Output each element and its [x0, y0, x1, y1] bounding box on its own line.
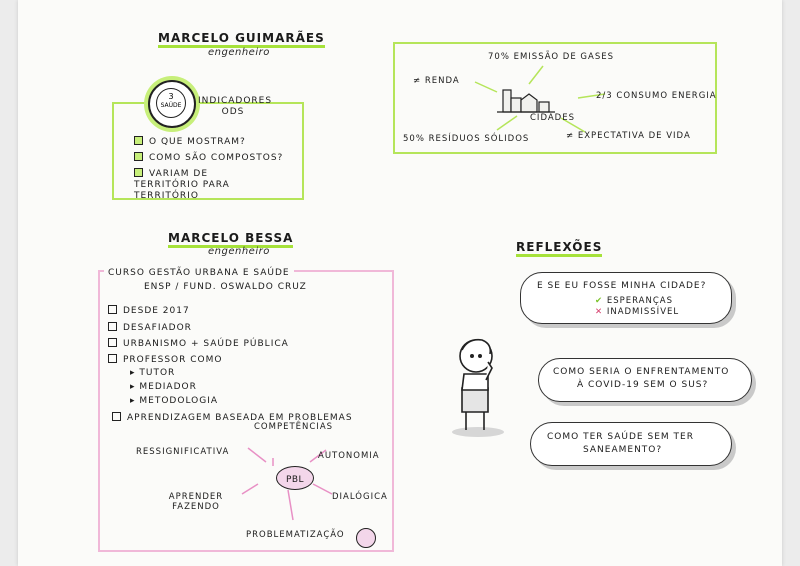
sub-item: ▸ METODOLOGIA	[130, 396, 219, 406]
pbl-ressignificativa: RESSIGNIFICATIVA	[136, 447, 230, 457]
sdg3-logo-icon	[148, 80, 196, 128]
list-item: O QUE MOSTRAM?	[134, 136, 246, 148]
list-item: DESAFIADOR	[108, 322, 192, 334]
course-institution: ENSP / FUND. OSWALDO CRUZ	[144, 282, 307, 292]
stat-expectativa: ≠ EXPECTATIVA DE VIDA	[566, 131, 691, 141]
indicators-title: INDICADORES ODS	[198, 96, 273, 117]
course-title: CURSO GESTÃO URBANA E SAÚDE	[104, 268, 294, 279]
reflexoes-title: REFLEXÕES	[516, 240, 602, 257]
arrow	[248, 448, 266, 462]
pbl-aprender: APRENDER FAZENDO	[168, 492, 224, 512]
pbl-center: PBL	[276, 466, 314, 490]
stat-residuos: 50% RESÍDUOS SÓLIDOS	[403, 134, 530, 144]
city-label: CIDADES	[530, 113, 575, 123]
paper-sheet	[18, 0, 782, 566]
speaker2-role: engenheiro	[208, 246, 270, 257]
thinking-person-icon	[438, 332, 518, 442]
sdg-number: 3	[168, 92, 174, 101]
list-item: URBANISMO + SAÚDE PÚBLICA	[108, 338, 289, 350]
pbl-autonomia: AUTONOMIA	[318, 451, 380, 461]
speaker1-role: engenheiro	[208, 47, 270, 58]
list-item: COMO SÃO COMPOSTOS?	[134, 152, 283, 164]
arrow	[313, 484, 332, 494]
list-item: DESDE 2017	[108, 305, 190, 317]
list-item: PROFESSOR COMO	[108, 354, 222, 366]
stat-consumo: 2/3 CONSUMO ENERGIA	[596, 91, 717, 101]
speech-bubble: COMO TER SAÚDE SEM TER SANEAMENTO?	[530, 422, 732, 466]
sub-item: ▸ MEDIADOR	[130, 382, 197, 392]
speaker1-name: MARCELO GUIMARÃES	[158, 31, 325, 48]
list-item: APRENDIZAGEM BASEADA EM PROBLEMAS	[112, 412, 353, 424]
stat-emissao: 70% EMISSÃO DE GASES	[488, 52, 614, 62]
speaker2-name: MARCELO BESSA	[168, 231, 293, 248]
sdg-label: SAÚDE	[160, 102, 182, 109]
ribbon-icon	[356, 528, 376, 548]
pbl-problematizacao: PROBLEMATIZAÇÃO	[246, 530, 345, 540]
stat-renda: ≠ RENDA	[413, 76, 460, 86]
speech-bubble: COMO SERIA O ENFRENTAMENTO À COVID-19 SEM O SUS?	[538, 358, 752, 402]
pbl-dialogica: DIALÓGICA	[332, 492, 388, 502]
city-icon	[497, 90, 555, 112]
sub-item: ▸ TUTOR	[130, 368, 176, 378]
speech-bubble: E SE EU FOSSE MINHA CIDADE? ✔ ESPERANÇAS ✕ INADMISSÍVEL	[520, 272, 732, 324]
arrow	[529, 66, 543, 84]
pbl-competencias: COMPETÊNCIAS	[254, 422, 334, 432]
arrow	[475, 82, 497, 92]
list-item: VARIAM DE TERRITÓRIO PARA TERRITÓRIO	[134, 169, 230, 201]
arrow	[288, 490, 293, 520]
arrow	[497, 116, 517, 130]
arrow	[242, 484, 258, 494]
